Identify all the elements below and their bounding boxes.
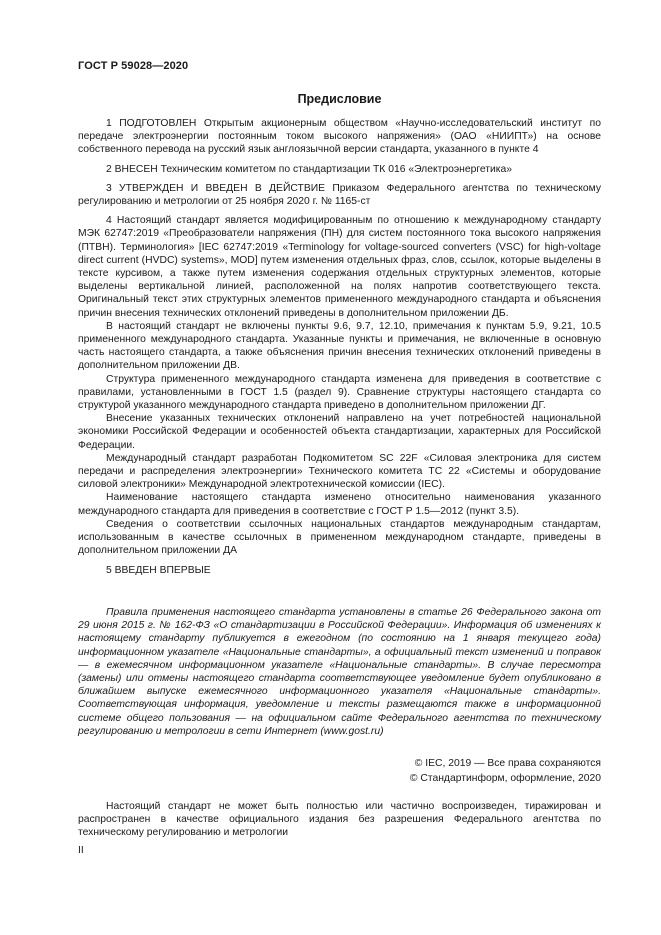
paragraph-submitted-by: 2 ВНЕСЕН Техническим комитетом по стандартизации ТК 016 «Электроэнергетика» (106, 163, 513, 175)
paragraph-deviations: Внесение указанных технических отклонений направлено на учет потребностей национальной экономики Российской Федерации и особенностей объекта стандартизации, характерных для Российской Федерации. (78, 413, 601, 451)
paragraph-prepared-by: 1 ПОДГОТОВЛЕН Открытым акционерным обществом «Научно-исследовательский институт по передаче электроэнергии постоянным током высокого напряжения» (ОАО «НИИПТ») на основе собственного перевода на русский язык англоязычной версии стандарта, указанного в пункте 4 (78, 118, 601, 156)
paragraph-name-change: Наименование настоящего стандарта изменено относительно наименования указанного международного стандарта для приведения в соответствие с ГОСТ Р 1.5—2012 (пункт 3.5). (78, 492, 601, 517)
foreword-body (78, 117, 601, 577)
page-number: II (78, 845, 84, 856)
paragraph-developer: Международный стандарт разработан Подкомитетом SC 22F «Силовая электроника для систем передачи и распределения электроэнергии» Технического комитета ТС 22 «Системы и оборудование силовой электроники» Международной электротехнической комиссии (IEC). (78, 452, 601, 491)
copyright-block (410, 757, 601, 786)
notice-text: Правила применения настоящего стандарта установлены в статье 26 Федерального закона от 29 июня 2015 г. № 162-ФЗ «О стандартизации в Российской Федерации». Информация об изменениях к настоящему стандарту публикуется в ежегодном (по состоянию на 1 января текущего года) информационном указателе «Национальные стандарты», а официальный текст изменений и поправок — в ежемесячном информационном указателе «Национальные стандарты». В случае пересмотра (замены) или отмены настоящего стандарта соответствующее уведомление будет опубликовано в ближайшем выпуске ежемесячного информационного указателя «Национальные стандарты». Соответствующая информация, уведомление и тексты размещаются также в информационной системе общего пользования — на официальном сайте Федерального агентства по техническому регулированию и метрологии в сети Интернет (www.gost.ru) (78, 607, 601, 737)
reproduction-notice (78, 800, 601, 840)
copyright-iec: © IEC, 2019 — Все права сохраняются (414, 758, 601, 769)
paragraph-first-introduced: 5 ВВЕДЕН ВПЕРВЫЕ (106, 564, 211, 576)
reproduction-notice-text: Настоящий стандарт не может быть полностью или частично воспроизведен, тиражирован и распространен в качестве официального издания без разрешения Федерального агентства по техническому регулированию и метрологии (78, 801, 601, 839)
copyright-standartinform: © Стандартинформ, оформление, 2020 (409, 772, 601, 784)
paragraph-modification: 4 Настоящий стандарт является модифицированным по отношению к международному стандарту МЭК 62747:2019 «Преобразователи напряжения (ПН) для систем постоянного тока высокого напряжения (ПТВН). Терминология» [IEC 62747:2019 «Terminology for voltage-sourced converters (VSC) for high-voltage direct current (HVDC) systems», MOD] путем изменения отдельных фраз, слов, ссылок, которые выделены в тексте курсивом, а также путем изменения содержания отдельных структурных элементов, которые выделены вертикальной линией, расположенной на полях напротив соответствующего текста. Оригинальный текст этих структурных элементов примененного международного стандарта и объяснения причин внесения технических отклонений приведены в дополнительном приложении ДБ. (78, 215, 601, 319)
paragraph-excluded-items: В настоящий стандарт не включены пункты 9.6, 9.7, 12.10, примечания к пунктам 5.9, 9.21, 10.5 примененного международного стандарта. Указанные пункты и примечания, не включенные в основную часть настоящего стандарта, а также объяснения причин внесения технических отклонений приведены в дополнительном приложении ДВ. (78, 320, 601, 372)
application-rules-notice (78, 606, 601, 738)
paragraph-approved: 3 УТВЕРЖДЕН И ВВЕДЕН В ДЕЙСТВИЕ Приказом Федерального агентства по техническому регулированию и метрологии от 25 ноября 2020 г. № 1165-ст (78, 182, 601, 208)
section-title: Предисловие (297, 92, 382, 106)
paragraph-references: Сведения о соответствии ссылочных национальных стандартов международным стандартам, использованным в качестве ссылочных в примененном международном стандарте, приведены в дополнительном приложении ДА (78, 518, 601, 557)
paragraph-structure: Структура примененного международного стандарта изменена для приведения в соответствие с правилами, установленными в ГОСТ 1.5 (раздел 9). Сравнение структуры настоящего стандарта со структурой указанного международного стандарта приведено в дополнительном приложении ДГ. (78, 373, 601, 412)
document-code-header: ГОСТ Р 59028—2020 (78, 60, 189, 72)
